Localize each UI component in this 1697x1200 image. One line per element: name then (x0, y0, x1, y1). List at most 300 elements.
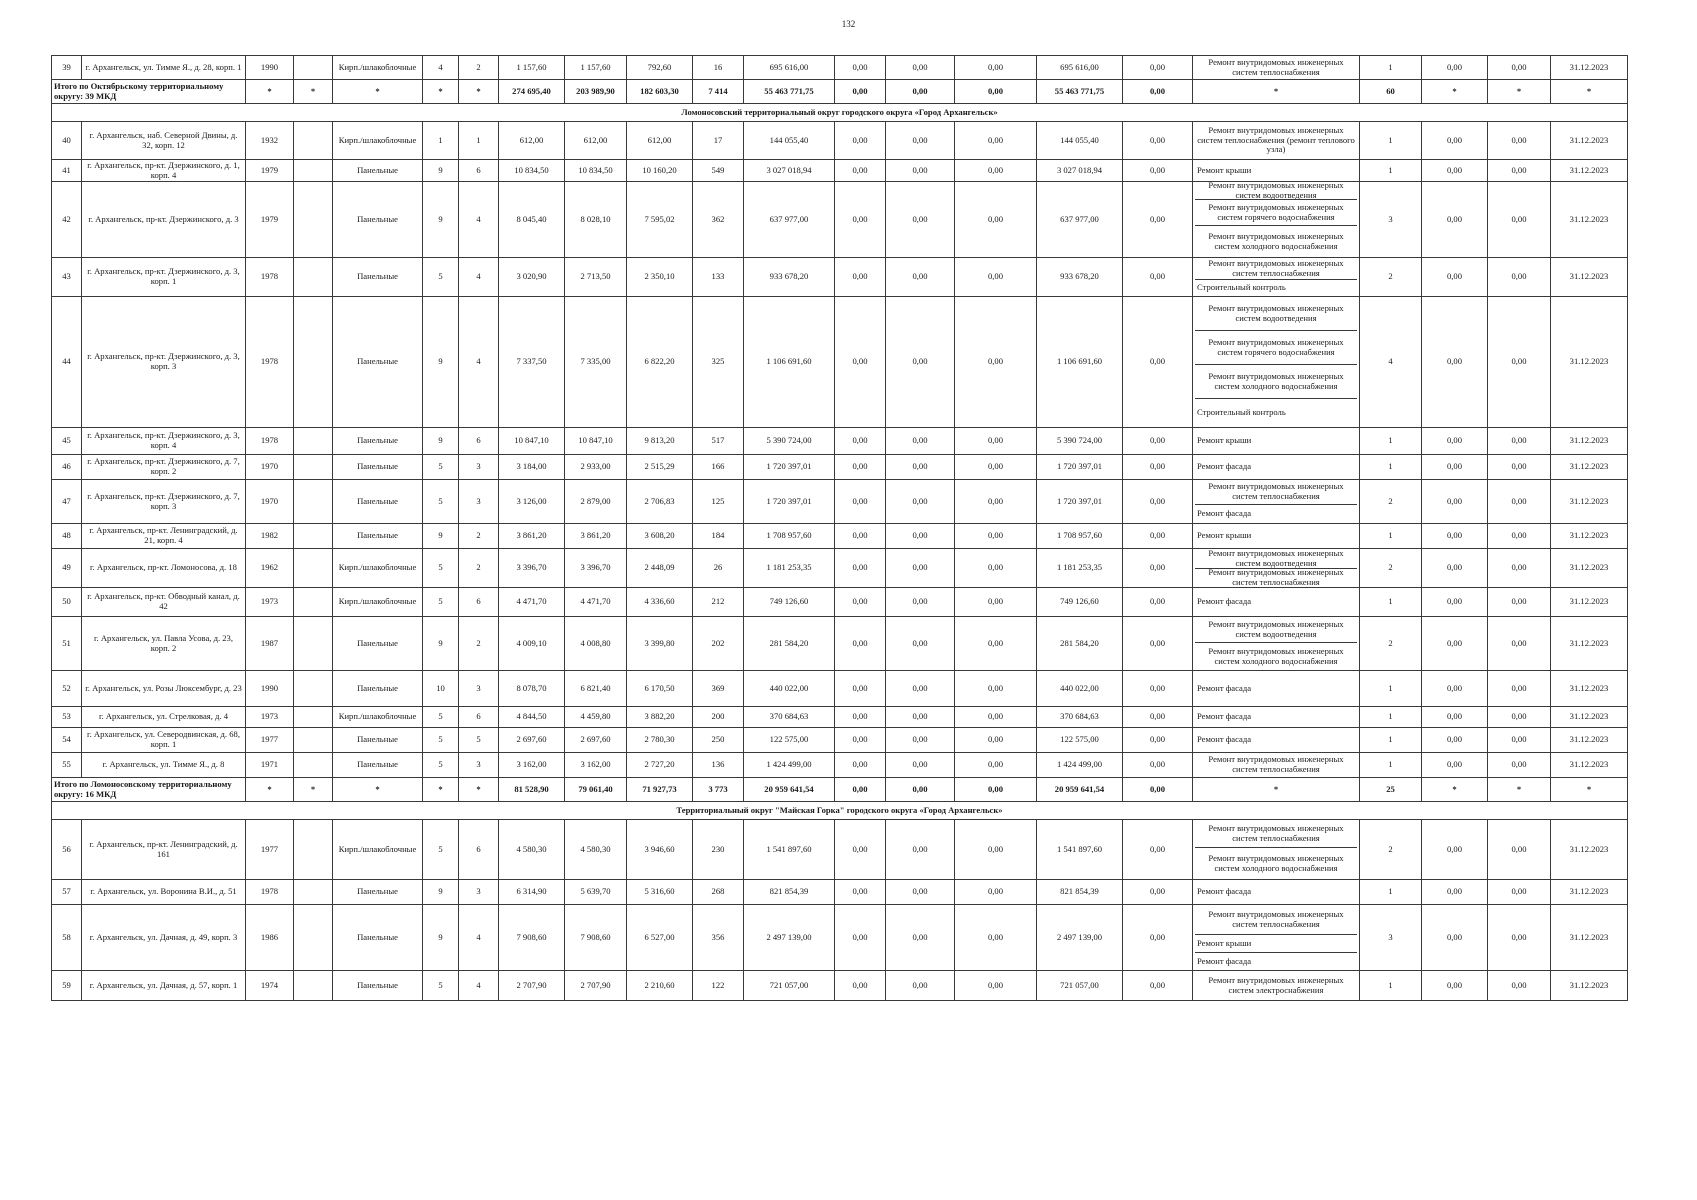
year-cell: 1978 (246, 428, 294, 455)
g1-cell: 0,00 (1422, 297, 1488, 428)
address-cell: г. Архангельск, пр-кт. Дзержинского, д. 7, корп. 3 (82, 480, 246, 524)
fund-1-cell: 0,00 (835, 455, 886, 480)
work-count-cell: 2 (1360, 617, 1422, 671)
row-number-cell: 55 (52, 753, 82, 778)
g2-cell: 0,00 (1488, 297, 1551, 428)
residential-area-cell: 6 527,00 (627, 905, 693, 971)
deadline-date-cell: 31.12.2023 (1551, 160, 1628, 182)
fund-4-cell: 695 616,00 (1037, 56, 1123, 80)
residents-cell: 362 (693, 182, 744, 258)
fund-2-cell: 0,00 (886, 524, 955, 549)
wall-material-cell: Панельные (333, 728, 423, 753)
residents-cell: 17 (693, 122, 744, 160)
total-area-cell: 8 045,40 (499, 182, 565, 258)
residential-area-cell: 3 399,80 (627, 617, 693, 671)
address-cell: г. Архангельск, пр-кт. Ломоносова, д. 18 (82, 549, 246, 588)
works-cell (1193, 753, 1360, 778)
fund-5-cell: 0,00 (1123, 671, 1193, 707)
work-item: Ремонт внутридомовых инженерных систем теплоснабжения (1195, 258, 1357, 280)
work-count-cell: 1 (1360, 122, 1422, 160)
deadline-date-cell: 31.12.2023 (1551, 971, 1628, 1001)
work-item: Ремонт фасада (1197, 711, 1252, 722)
entrances-cell: 5 (459, 728, 499, 753)
repair-cost-cell: 281 584,20 (744, 617, 835, 671)
deadline-date-cell: 31.12.2023 (1551, 671, 1628, 707)
fund-1-cell: 0,00 (835, 880, 886, 905)
total-works-cell: * (1193, 80, 1360, 104)
floors-cell: 5 (423, 258, 459, 297)
fund-4-cell: 749 126,60 (1037, 588, 1123, 617)
floors-cell: 5 (423, 480, 459, 524)
residential-area-cell: 2 350,10 (627, 258, 693, 297)
living-area-cell: 4 008,80 (565, 617, 627, 671)
repair-cost-cell: 3 027 018,94 (744, 160, 835, 182)
residents-cell: 184 (693, 524, 744, 549)
works-cell (1193, 480, 1360, 524)
total-g1-cell: * (1422, 80, 1488, 104)
table-row (52, 258, 1628, 297)
entrances-cell: 6 (459, 707, 499, 728)
extra-year-cell (294, 905, 333, 971)
fund-5-cell: 0,00 (1123, 971, 1193, 1001)
deadline-date-cell: 31.12.2023 (1551, 480, 1628, 524)
living-area-cell: 5 639,70 (565, 880, 627, 905)
row-number-cell: 43 (52, 258, 82, 297)
g2-cell: 0,00 (1488, 707, 1551, 728)
residential-area-cell: 6 170,50 (627, 671, 693, 707)
living-area-cell: 2 713,50 (565, 258, 627, 297)
work-item: Ремонт внутридомовых инженерных систем теплоснабжения (1195, 905, 1357, 935)
section-title: Ломоносовский территориальный округ городского округа «Город Архангельск» (52, 104, 1628, 122)
table-row (52, 617, 1628, 671)
fund-4-cell: 2 497 139,00 (1037, 905, 1123, 971)
fund-1-cell: 0,00 (835, 524, 886, 549)
wall-material-cell: Панельные (333, 617, 423, 671)
wall-material-cell: Панельные (333, 880, 423, 905)
fund-4-cell: 1 541 897,60 (1037, 820, 1123, 880)
fund-2-cell: 0,00 (886, 182, 955, 258)
repair-cost-cell: 370 684,63 (744, 707, 835, 728)
work-item: Ремонт крыши (1197, 435, 1252, 446)
fund-5-cell: 0,00 (1123, 617, 1193, 671)
deadline-date-cell: 31.12.2023 (1551, 728, 1628, 753)
address-cell: г. Архангельск, пр-кт. Дзержинского, д. 3, корп. 3 (82, 297, 246, 428)
total-area-cell: 4 844,50 (499, 707, 565, 728)
total-area-cell: 274 695,40 (499, 80, 565, 104)
living-area-cell: 8 028,10 (565, 182, 627, 258)
repair-cost-cell: 144 055,40 (744, 122, 835, 160)
floors-cell: 9 (423, 160, 459, 182)
fund-4-cell: 281 584,20 (1037, 617, 1123, 671)
repair-cost-cell: 5 390 724,00 (744, 428, 835, 455)
fund-2-cell: 0,00 (886, 480, 955, 524)
entrances-cell: 4 (459, 182, 499, 258)
year-cell: 1978 (246, 880, 294, 905)
extra-year-cell (294, 455, 333, 480)
work-item: Ремонт крыши (1197, 164, 1252, 175)
work-item: Ремонт внутридомовых инженерных систем водоотведения (1195, 549, 1357, 569)
extra-year-cell (294, 753, 333, 778)
total-floors-cell: * (423, 80, 459, 104)
work-item: Ремонт фасада (1197, 682, 1252, 693)
deadline-date-cell: 31.12.2023 (1551, 56, 1628, 80)
work-item: Ремонт внутридомовых инженерных систем холодного водоснабжения (1208, 852, 1344, 873)
row-number-cell: 39 (52, 56, 82, 80)
work-item: Ремонт внутридомовых инженерных систем горячего водоснабжения (1195, 331, 1357, 365)
work-count-cell: 2 (1360, 480, 1422, 524)
fund-3-cell: 0,00 (955, 258, 1037, 297)
fund-4-cell: 3 027 018,94 (1037, 160, 1123, 182)
table-row (52, 820, 1628, 880)
living-area-cell: 4 471,70 (565, 588, 627, 617)
fund-5-cell: 0,00 (1123, 122, 1193, 160)
total-area-cell: 2 707,90 (499, 971, 565, 1001)
year-cell: 1971 (246, 753, 294, 778)
residents-cell: 369 (693, 671, 744, 707)
fund-3-cell: 0,00 (955, 524, 1037, 549)
residents-cell: 166 (693, 455, 744, 480)
residential-area-cell: 6 822,20 (627, 297, 693, 428)
floors-cell: 9 (423, 905, 459, 971)
register-body (52, 56, 1628, 1001)
fund-3-cell: 0,00 (955, 160, 1037, 182)
address-cell: г. Архангельск, ул. Розы Люксембург, д. 23 (82, 671, 246, 707)
year-cell: 1970 (246, 455, 294, 480)
table-row (52, 971, 1628, 1001)
wall-material-cell: Кирп./шлакоблочные (333, 56, 423, 80)
residents-cell: 200 (693, 707, 744, 728)
fund-1-cell: 0,00 (835, 820, 886, 880)
residents-cell: 125 (693, 480, 744, 524)
total-living-area-cell: 203 989,90 (565, 80, 627, 104)
fund-5-cell: 0,00 (1123, 707, 1193, 728)
floors-cell: 5 (423, 455, 459, 480)
work-item: Ремонт крыши (1197, 530, 1252, 541)
repair-cost-cell: 749 126,60 (744, 588, 835, 617)
wall-material-cell: Панельные (333, 524, 423, 549)
extra-year-cell (294, 524, 333, 549)
address-cell: г. Архангельск, ул. Воронина В.И., д. 51 (82, 880, 246, 905)
g1-cell: 0,00 (1422, 753, 1488, 778)
work-count-cell: 1 (1360, 524, 1422, 549)
row-number-cell: 51 (52, 617, 82, 671)
total-residents-cell: 7 414 (693, 80, 744, 104)
residents-cell: 250 (693, 728, 744, 753)
address-cell: г. Архангельск, ул. Дачная, д. 57, корп. 1 (82, 971, 246, 1001)
residential-area-cell: 2 727,20 (627, 753, 693, 778)
fund-3-cell: 0,00 (955, 56, 1037, 80)
work-item: Ремонт внутридомовых инженерных систем водоотведения (1195, 182, 1357, 200)
table-row (52, 160, 1628, 182)
year-cell: 1986 (246, 905, 294, 971)
deadline-date-cell: 31.12.2023 (1551, 588, 1628, 617)
living-area-cell: 3 396,70 (565, 549, 627, 588)
deadline-date-cell: 31.12.2023 (1551, 753, 1628, 778)
row-number-cell: 58 (52, 905, 82, 971)
works-cell (1193, 971, 1360, 1001)
row-number-cell: 44 (52, 297, 82, 428)
entrances-cell: 6 (459, 160, 499, 182)
residential-area-cell: 4 336,60 (627, 588, 693, 617)
residential-area-cell: 2 780,30 (627, 728, 693, 753)
floors-cell: 9 (423, 297, 459, 428)
repair-cost-cell: 122 575,00 (744, 728, 835, 753)
fund-1-cell: 0,00 (835, 258, 886, 297)
year-cell: 1990 (246, 671, 294, 707)
repair-cost-cell: 1 541 897,60 (744, 820, 835, 880)
total-works-cell: * (1193, 778, 1360, 802)
residents-cell: 325 (693, 297, 744, 428)
fund-4-cell: 370 684,63 (1037, 707, 1123, 728)
total-entrances-cell: * (459, 80, 499, 104)
g1-cell: 0,00 (1422, 820, 1488, 880)
residential-area-cell: 7 595,02 (627, 182, 693, 258)
year-cell: 1979 (246, 160, 294, 182)
fund-1-cell: 0,00 (835, 182, 886, 258)
year-cell: 1982 (246, 524, 294, 549)
fund-3-cell: 0,00 (955, 455, 1037, 480)
address-cell: г. Архангельск, пр-кт. Ленинградский, д. 21, корп. 4 (82, 524, 246, 549)
g2-cell: 0,00 (1488, 617, 1551, 671)
living-area-cell: 2 879,00 (565, 480, 627, 524)
row-number-cell: 54 (52, 728, 82, 753)
row-number-cell: 59 (52, 971, 82, 1001)
fund-2-cell: 0,00 (886, 549, 955, 588)
total-area-cell: 6 314,90 (499, 880, 565, 905)
address-cell: г. Архангельск, ул. Тимме Я., д. 28, корп. 1 (82, 56, 246, 80)
total-fund-1-cell: 0,00 (835, 80, 886, 104)
total-date-cell: * (1551, 778, 1628, 802)
g2-cell: 0,00 (1488, 258, 1551, 297)
fund-1-cell: 0,00 (835, 971, 886, 1001)
g1-cell: 0,00 (1422, 524, 1488, 549)
floors-cell: 9 (423, 182, 459, 258)
address-cell: г. Архангельск, пр-кт. Обводный канал, д. 42 (82, 588, 246, 617)
g1-cell: 0,00 (1422, 258, 1488, 297)
entrances-cell: 3 (459, 480, 499, 524)
extra-year-cell (294, 588, 333, 617)
repair-cost-cell: 440 022,00 (744, 671, 835, 707)
fund-2-cell: 0,00 (886, 707, 955, 728)
entrances-cell: 3 (459, 671, 499, 707)
residents-cell: 517 (693, 428, 744, 455)
residents-cell: 202 (693, 617, 744, 671)
row-number-cell: 50 (52, 588, 82, 617)
entrances-cell: 3 (459, 753, 499, 778)
residential-area-cell: 3 608,20 (627, 524, 693, 549)
table-row (52, 905, 1628, 971)
g1-cell: 0,00 (1422, 182, 1488, 258)
total-residents-cell: 3 773 (693, 778, 744, 802)
g2-cell: 0,00 (1488, 182, 1551, 258)
residents-cell: 212 (693, 588, 744, 617)
total-living-area-cell: 79 061,40 (565, 778, 627, 802)
address-cell: г. Архангельск, пр-кт. Дзержинского, д. 7, корп. 2 (82, 455, 246, 480)
table-row (52, 524, 1628, 549)
table-row (52, 182, 1628, 258)
wall-material-cell: Панельные (333, 297, 423, 428)
table-row (52, 880, 1628, 905)
total-date-cell: * (1551, 80, 1628, 104)
g2-cell: 0,00 (1488, 122, 1551, 160)
residential-area-cell: 2 515,29 (627, 455, 693, 480)
fund-5-cell: 0,00 (1123, 160, 1193, 182)
total-area-cell: 3 396,70 (499, 549, 565, 588)
deadline-date-cell: 31.12.2023 (1551, 905, 1628, 971)
total-area-cell: 612,00 (499, 122, 565, 160)
deadline-date-cell: 31.12.2023 (1551, 549, 1628, 588)
fund-5-cell: 0,00 (1123, 753, 1193, 778)
entrances-cell: 3 (459, 455, 499, 480)
floors-cell: 9 (423, 524, 459, 549)
extra-year-cell (294, 182, 333, 258)
extra-year-cell (294, 549, 333, 588)
fund-1-cell: 0,00 (835, 728, 886, 753)
work-count-cell: 1 (1360, 753, 1422, 778)
total-residential-area-cell: 71 927,73 (627, 778, 693, 802)
g1-cell: 0,00 (1422, 588, 1488, 617)
floors-cell: 5 (423, 588, 459, 617)
fund-3-cell: 0,00 (955, 753, 1037, 778)
fund-3-cell: 0,00 (955, 480, 1037, 524)
work-item: Ремонт внутридомовых инженерных систем теплоснабжения (1208, 56, 1344, 77)
work-item: Ремонт внутридомовых инженерных систем водоотведения (1195, 297, 1357, 331)
repair-cost-cell: 933 678,20 (744, 258, 835, 297)
fund-5-cell: 0,00 (1123, 820, 1193, 880)
year-cell: 1970 (246, 480, 294, 524)
deadline-date-cell: 31.12.2023 (1551, 524, 1628, 549)
fund-3-cell: 0,00 (955, 588, 1037, 617)
g2-cell: 0,00 (1488, 524, 1551, 549)
fund-4-cell: 144 055,40 (1037, 122, 1123, 160)
fund-3-cell: 0,00 (955, 122, 1037, 160)
total-area-cell: 3 126,00 (499, 480, 565, 524)
repair-cost-cell: 821 854,39 (744, 880, 835, 905)
row-number-cell: 45 (52, 428, 82, 455)
work-item: Ремонт внутридомовых инженерных систем холодного водоснабжения (1208, 230, 1344, 251)
extra-year-cell (294, 617, 333, 671)
deadline-date-cell: 31.12.2023 (1551, 297, 1628, 428)
fund-2-cell: 0,00 (886, 297, 955, 428)
table-row (52, 707, 1628, 728)
fund-1-cell: 0,00 (835, 588, 886, 617)
fund-5-cell: 0,00 (1123, 455, 1193, 480)
wall-material-cell: Панельные (333, 160, 423, 182)
fund-4-cell: 1 106 691,60 (1037, 297, 1123, 428)
work-count-cell: 1 (1360, 728, 1422, 753)
residential-area-cell: 792,60 (627, 56, 693, 80)
residents-cell: 26 (693, 549, 744, 588)
capital-repair-register-table (51, 55, 1628, 1001)
wall-material-cell: Кирп./шлакоблочные (333, 122, 423, 160)
residential-area-cell: 3 946,60 (627, 820, 693, 880)
work-item: Ремонт внутридомовых инженерных систем холодного водоснабжения (1195, 365, 1357, 399)
living-area-cell: 3 861,20 (565, 524, 627, 549)
g1-cell: 0,00 (1422, 880, 1488, 905)
residential-area-cell: 3 882,20 (627, 707, 693, 728)
entrances-cell: 2 (459, 617, 499, 671)
wall-material-cell: Панельные (333, 258, 423, 297)
entrances-cell: 6 (459, 588, 499, 617)
works-cell (1193, 297, 1360, 428)
total-year-cell: * (246, 80, 294, 104)
g1-cell: 0,00 (1422, 728, 1488, 753)
extra-year-cell (294, 820, 333, 880)
table-row (52, 428, 1628, 455)
address-cell: г. Архангельск, наб. Северной Двины, д. 32, корп. 12 (82, 122, 246, 160)
work-item: Строительный контроль (1197, 282, 1286, 293)
fund-2-cell: 0,00 (886, 455, 955, 480)
fund-3-cell: 0,00 (955, 617, 1037, 671)
total-fund-5-cell: 0,00 (1123, 778, 1193, 802)
table-row (52, 549, 1628, 588)
total-area-cell: 1 157,60 (499, 56, 565, 80)
total-g2-cell: * (1488, 80, 1551, 104)
section-title: Территориальный округ "Майская Горка" городского округа «Город Архангельск» (52, 802, 1628, 820)
g1-cell: 0,00 (1422, 905, 1488, 971)
wall-material-cell: Панельные (333, 971, 423, 1001)
fund-4-cell: 1 424 499,00 (1037, 753, 1123, 778)
work-item: Ремонт внутридомовых инженерных систем теплоснабжения (1195, 480, 1357, 505)
extra-year-cell (294, 880, 333, 905)
row-number-cell: 41 (52, 160, 82, 182)
g1-cell: 0,00 (1422, 122, 1488, 160)
year-cell: 1977 (246, 820, 294, 880)
wall-material-cell: Панельные (333, 480, 423, 524)
works-cell (1193, 122, 1360, 160)
fund-5-cell: 0,00 (1123, 524, 1193, 549)
row-number-cell: 56 (52, 820, 82, 880)
wall-material-cell: Кирп./шлакоблочные (333, 549, 423, 588)
repair-cost-cell: 1 720 397,01 (744, 480, 835, 524)
table-row (52, 588, 1628, 617)
living-area-cell: 10 834,50 (565, 160, 627, 182)
table-row (52, 56, 1628, 80)
fund-2-cell: 0,00 (886, 905, 955, 971)
address-cell: г. Архангельск, пр-кт. Дзержинского, д. 3, корп. 1 (82, 258, 246, 297)
fund-3-cell: 0,00 (955, 549, 1037, 588)
total-row (52, 80, 1628, 104)
fund-2-cell: 0,00 (886, 820, 955, 880)
table-row (52, 480, 1628, 524)
address-cell: г. Архангельск, ул. Стрелковая, д. 4 (82, 707, 246, 728)
g2-cell: 0,00 (1488, 56, 1551, 80)
g2-cell: 0,00 (1488, 880, 1551, 905)
total-cost-cell: 20 959 641,54 (744, 778, 835, 802)
work-count-cell: 1 (1360, 971, 1422, 1001)
work-count-cell: 3 (1360, 182, 1422, 258)
address-cell: г. Архангельск, ул. Павла Усова, д. 23, корп. 2 (82, 617, 246, 671)
total-label: Итого по Октябрьскому территориальному округу: 39 МКД (52, 80, 246, 104)
work-count-cell: 1 (1360, 455, 1422, 480)
total-area-cell: 7 337,50 (499, 297, 565, 428)
extra-year-cell (294, 971, 333, 1001)
fund-3-cell: 0,00 (955, 820, 1037, 880)
residents-cell: 136 (693, 753, 744, 778)
total-area-cell: 4 009,10 (499, 617, 565, 671)
total-row (52, 778, 1628, 802)
works-cell (1193, 455, 1360, 480)
table-row (52, 122, 1628, 160)
g1-cell: 0,00 (1422, 428, 1488, 455)
fund-3-cell: 0,00 (955, 905, 1037, 971)
extra-year-cell (294, 56, 333, 80)
total-year-cell: * (246, 778, 294, 802)
residential-area-cell: 2 706,83 (627, 480, 693, 524)
year-cell: 1987 (246, 617, 294, 671)
fund-5-cell: 0,00 (1123, 182, 1193, 258)
living-area-cell: 2 933,00 (565, 455, 627, 480)
